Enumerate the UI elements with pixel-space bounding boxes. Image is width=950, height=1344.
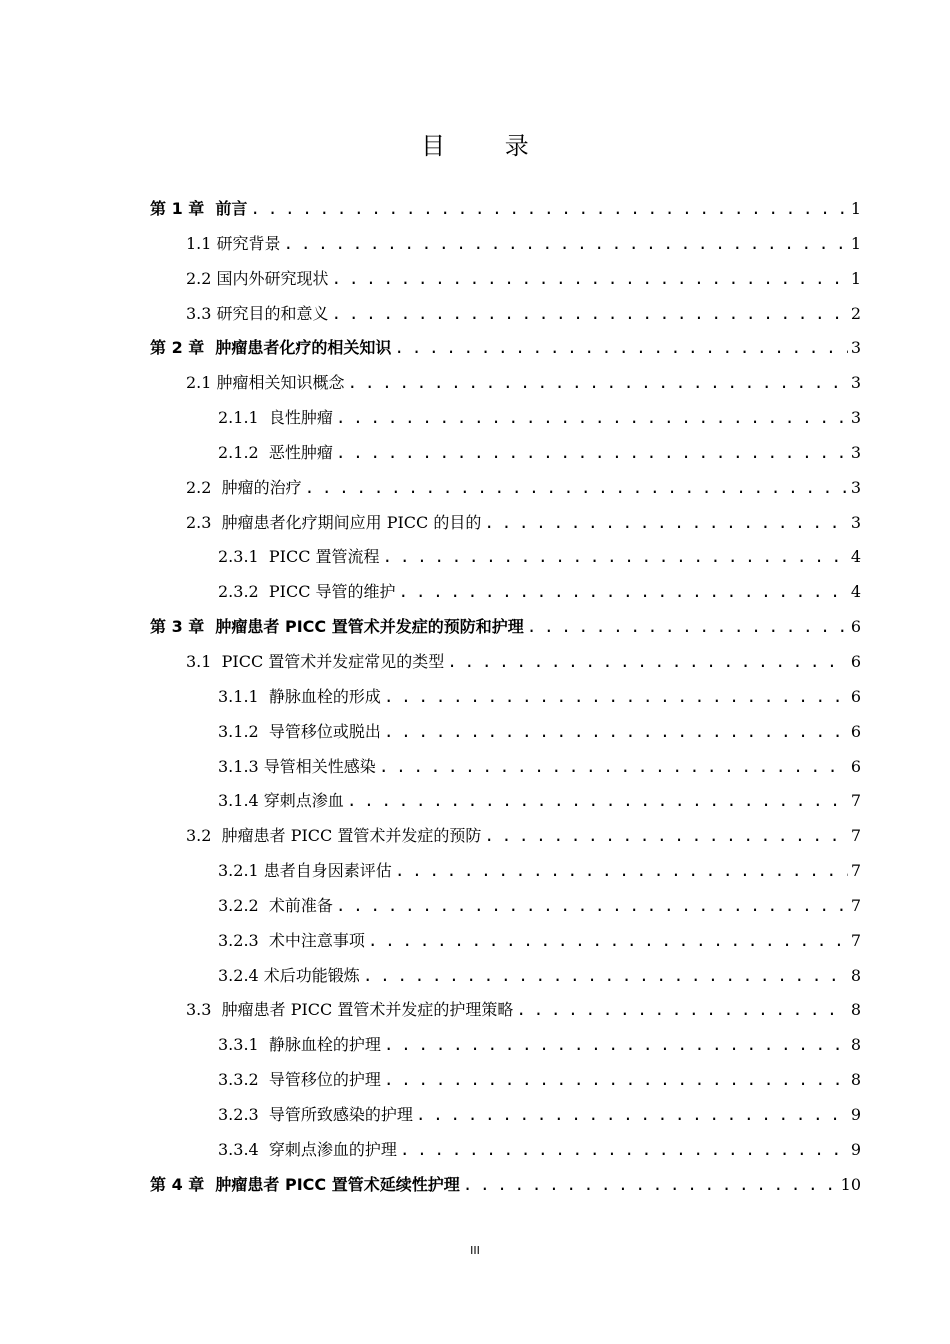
toc-entry[interactable] [150, 1133, 861, 1168]
toc-entry-title: 3.3 研究目的和意义 [186, 303, 329, 323]
toc-leader-dots [463, 1168, 838, 1203]
toc-entry[interactable] [150, 540, 861, 575]
toc-entry[interactable] [150, 1063, 861, 1098]
toc-entry-page: 6 [850, 617, 861, 637]
toc-entry-title: 2.1.1 良性肿瘤 [218, 408, 333, 428]
toc-entry-page: 3 [850, 442, 861, 462]
toc-entry-page: 3 [850, 338, 861, 358]
toc-leader-dots [384, 715, 848, 750]
page-footer-number: III [470, 1244, 480, 1257]
toc-entry-page: 3 [850, 408, 861, 428]
toc-entry-title: 3.1 PICC 置管术并发症常见的类型 [186, 651, 445, 671]
toc-entry-title: 3.2.3 导管所致感染的护理 [218, 1104, 413, 1124]
toc-entry[interactable] [150, 819, 861, 854]
toc-leader-dots [332, 297, 848, 332]
toc-entry-title: 第 4 章 肿瘤患者 PICC 置管术延续性护理 [150, 1174, 460, 1194]
toc-entry-page: 8 [850, 1070, 861, 1090]
toc-leader-dots [384, 1063, 848, 1098]
toc-entry-page: 7 [850, 861, 861, 881]
toc-leader-dots [368, 924, 848, 959]
toc-entry[interactable] [150, 959, 861, 994]
toc-entry[interactable] [150, 750, 861, 785]
toc-entry-page: 1 [850, 199, 861, 218]
toc-entry-page: 3 [850, 512, 861, 532]
toc-entry[interactable] [150, 297, 861, 332]
toc-leader-dots [284, 227, 848, 262]
toc-entry[interactable] [150, 366, 861, 401]
toc-leader-dots [400, 1133, 848, 1168]
toc-leader-dots [395, 854, 848, 889]
toc-entry-page: 9 [850, 1104, 861, 1124]
toc-entry-title: 3.2 肿瘤患者 PICC 置管术并发症的预防 [186, 826, 482, 846]
toc-entry-title: 3.1.3 导管相关性感染 [218, 756, 376, 776]
toc-entry-title: 2.3.2 PICC 导管的维护 [218, 582, 396, 602]
toc-entry-title: 3.3.4 穿刺点渗血的护理 [218, 1139, 397, 1159]
toc-entry-title: 2.1 肿瘤相关知识概念 [186, 373, 345, 393]
toc-leader-dots [399, 575, 848, 610]
toc-entry[interactable] [150, 715, 861, 750]
toc-leader-dots [484, 819, 847, 854]
toc-entry[interactable] [150, 401, 861, 436]
toc-leader-dots [347, 784, 848, 819]
toc-entry-title: 第 2 章 肿瘤患者化疗的相关知识 [150, 338, 392, 358]
toc-entry-page: 6 [850, 721, 861, 741]
toc-entry[interactable] [150, 192, 861, 227]
toc-entry[interactable] [150, 993, 861, 1028]
toc-entry-page: 8 [850, 965, 861, 985]
toc-entry-page: 3 [850, 477, 861, 497]
toc-entry[interactable] [150, 610, 861, 645]
page-title: 目 录 [421, 132, 555, 160]
toc-entry[interactable] [150, 262, 861, 297]
toc-leader-dots [250, 192, 847, 227]
toc-entry[interactable] [150, 227, 861, 262]
toc-entry-page: 1 [850, 233, 861, 253]
toc-leader-dots [416, 1098, 848, 1133]
toc-entry-title: 2.3.1 PICC 置管流程 [218, 547, 380, 567]
toc-leader-dots [527, 610, 848, 645]
toc-entry-title: 2.2 国内外研究现状 [186, 268, 329, 288]
toc-entry-page: 6 [850, 651, 861, 671]
toc-leader-dots [305, 471, 848, 506]
toc-leader-dots [336, 436, 848, 471]
toc-entry[interactable] [150, 575, 861, 610]
toc-entry-page: 2 [850, 303, 861, 323]
toc-entry-page: 7 [850, 791, 861, 811]
toc-entry-title: 3.2.3 术中注意事项 [218, 930, 365, 950]
toc-entry[interactable] [150, 854, 861, 889]
toc-entry-page: 7 [850, 930, 861, 950]
toc-entry-page: 4 [850, 582, 861, 602]
toc-entry[interactable] [150, 1098, 861, 1133]
toc-entry-title: 3.2.2 术前准备 [218, 895, 333, 915]
toc-entry-page: 7 [850, 895, 861, 915]
toc-entry[interactable] [150, 471, 861, 506]
toc-entry[interactable] [150, 680, 861, 715]
toc-entry-title: 3.1.2 导管移位或脱出 [218, 721, 381, 741]
toc-entry-title: 3.1.1 静脉血栓的形成 [218, 686, 381, 706]
toc-entry[interactable] [150, 1168, 861, 1203]
toc-entry-title: 第 1 章 前言 [150, 199, 248, 218]
toc-entry-title: 3.3.1 静脉血栓的护理 [218, 1035, 381, 1055]
toc-leader-dots [383, 540, 848, 575]
toc-entry-page: 3 [850, 373, 861, 393]
toc-leader-dots [363, 959, 848, 994]
toc-entry[interactable] [150, 1028, 861, 1063]
toc-leader-dots [379, 750, 848, 785]
toc-leader-dots [348, 366, 848, 401]
toc-leader-dots [447, 645, 848, 680]
toc-entry-page: 7 [850, 826, 861, 846]
toc-leader-dots [332, 262, 848, 297]
toc-entry[interactable] [150, 331, 861, 366]
toc-entry[interactable] [150, 924, 861, 959]
toc-entry-page: 6 [850, 756, 861, 776]
toc-entry-title: 3.2.4 术后功能锻炼 [218, 965, 360, 985]
toc-entry-title: 3.3 肿瘤患者 PICC 置管术并发症的护理策略 [186, 1000, 514, 1020]
toc-entry-title: 2.3 肿瘤患者化疗期间应用 PICC 的目的 [186, 512, 482, 532]
toc-entry-title: 2.1.2 恶性肿瘤 [218, 442, 333, 462]
toc-entry[interactable] [150, 889, 861, 924]
toc-entry-title: 第 3 章 肿瘤患者 PICC 置管术并发症的预防和护理 [150, 617, 524, 637]
table-of-contents [150, 192, 861, 1202]
toc-leader-dots [336, 889, 848, 924]
toc-entry[interactable] [150, 784, 861, 819]
toc-entry-page: 1 [850, 268, 861, 288]
toc-entry-page: 8 [850, 1035, 861, 1055]
toc-entry-title: 2.2 肿瘤的治疗 [186, 477, 302, 497]
toc-leader-dots [484, 506, 847, 541]
toc-entry-page: 10 [840, 1174, 861, 1194]
toc-entry[interactable] [150, 436, 861, 471]
toc-leader-dots [516, 993, 847, 1028]
toc-entry-title: 1.1 研究背景 [186, 233, 281, 253]
toc-entry-title: 3.2.1 患者自身因素评估 [218, 861, 392, 881]
toc-leader-dots [384, 1028, 848, 1063]
toc-leader-dots [384, 680, 848, 715]
toc-entry[interactable] [150, 506, 861, 541]
toc-entry-title: 3.3.2 导管移位的护理 [218, 1070, 381, 1090]
toc-entry-page: 8 [850, 1000, 861, 1020]
toc-leader-dots [336, 401, 848, 436]
toc-entry-page: 4 [850, 547, 861, 567]
toc-leader-dots [394, 331, 847, 366]
toc-entry-title: 3.1.4 穿刺点渗血 [218, 791, 344, 811]
toc-entry-page: 6 [850, 686, 861, 706]
toc-entry-page: 9 [850, 1139, 861, 1159]
toc-entry[interactable] [150, 645, 861, 680]
